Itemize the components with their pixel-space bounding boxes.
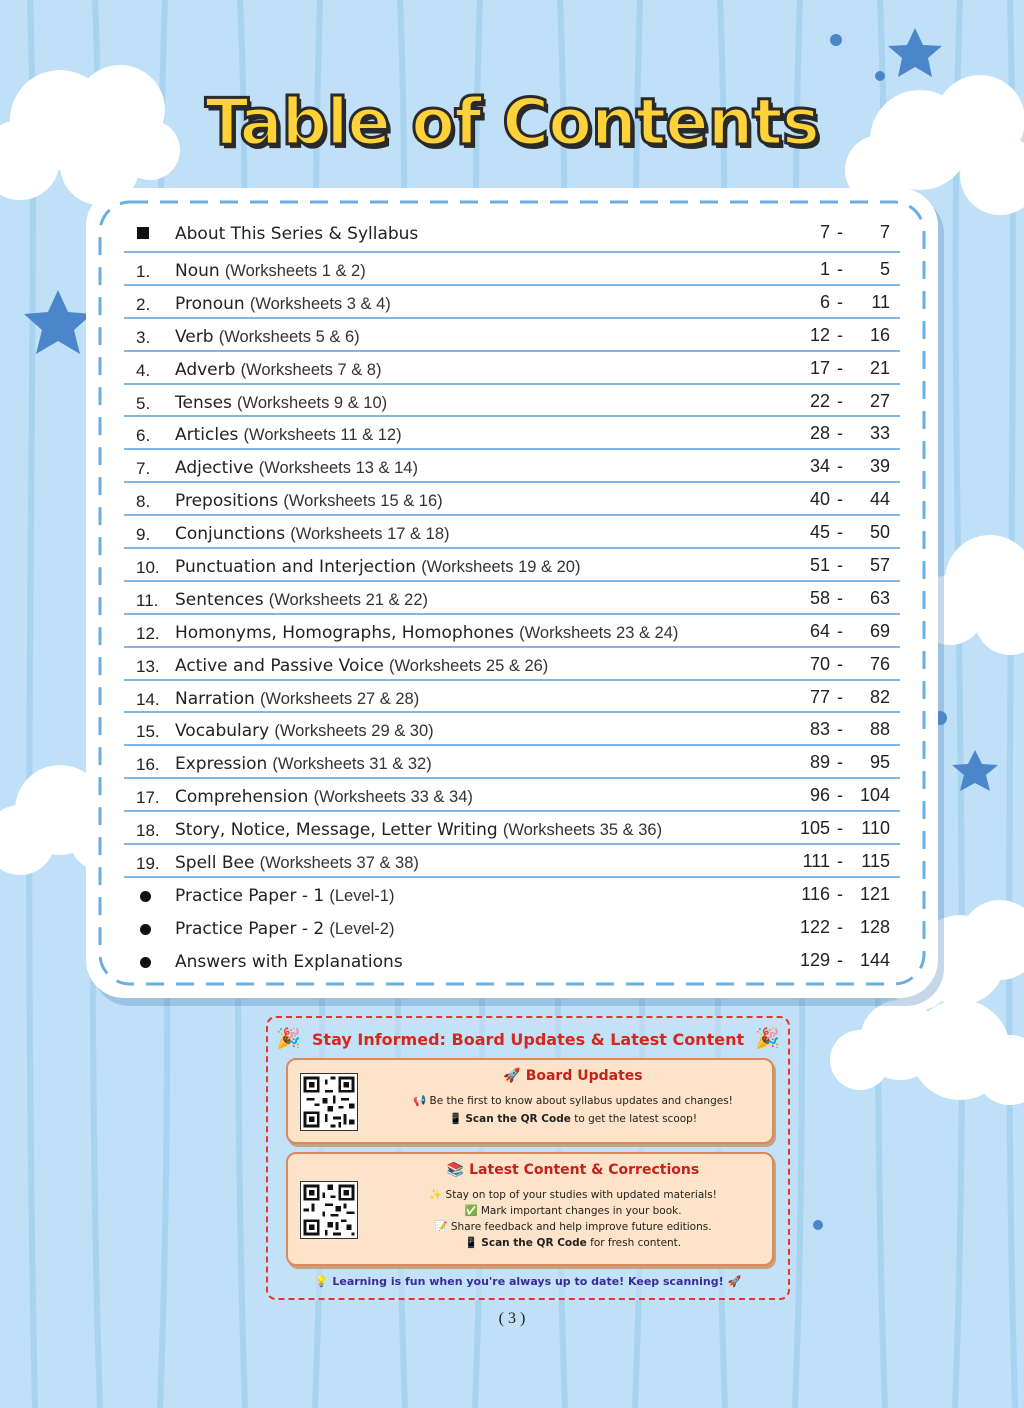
board-updates-line-2: 📱 Scan the QR Code to get the latest scoop! [448,1113,698,1125]
toc-row-number: 14. [136,689,160,709]
toc-row-label [175,818,662,840]
toc-row-pages [790,621,890,642]
toc-row [124,483,900,516]
toc-row-number: 2. [136,294,151,314]
toc-row [124,450,900,483]
toc-row-label [175,950,403,972]
page-start: 89 [809,752,830,773]
board-updates-qr-code[interactable] [300,1073,358,1131]
page-range-dash: - [837,653,843,674]
toc-row-number: 5. [136,393,151,413]
page-range-dash: - [837,785,843,806]
toc-row-number: 19. [136,854,160,874]
toc-row-title: Answers with Explanations [175,951,403,972]
toc-row-label [175,358,381,380]
toc-row-title: Punctuation and Interjection [175,557,417,578]
toc-row-subtitle: (Level-2) [329,919,395,938]
toc-row-title: Adverb [175,359,236,380]
toc-row-pages [790,588,890,609]
page-end: 121 [859,883,890,904]
toc-row-subtitle: (Worksheets 3 & 4) [249,294,391,313]
page-range-dash: - [837,522,843,543]
toc-row-number: 6. [136,426,151,446]
page-start: 122 [799,916,830,937]
toc-row-title: Tenses [175,392,232,413]
megaphone-icon: 📢 [413,1095,427,1107]
page-start: 116 [801,883,830,904]
toc-row [124,944,900,977]
toc-row-label [175,851,419,873]
latest-content-title: 📚 Latest Content & Corrections [446,1162,700,1178]
toc-row-title: Practice Paper - 1 [175,885,325,906]
page-end: 69 [869,620,890,641]
toc-row-title: Articles [175,425,239,446]
toc-row-pages [790,687,890,708]
toc-row-label [175,588,428,610]
toc-row-label [175,785,473,807]
toc-row [124,352,900,385]
round-bullet-icon [140,891,151,902]
toc-row [124,615,900,648]
page-range-dash: - [837,818,843,839]
toc-row-title: Pronoun [175,293,245,314]
toc-row [124,417,900,450]
page-end: 76 [869,653,890,674]
page-end: 21 [869,357,890,378]
toc-row-label [175,752,432,774]
toc-row-title: Conjunctions [175,524,286,545]
page-start: 34 [809,456,830,477]
page-number: ( 3 ) [498,1310,526,1327]
page-range-dash: - [837,916,843,937]
toc-row-subtitle: (Worksheets 15 & 16) [283,492,443,511]
toc-row-pages [790,654,890,675]
page-start: 77 [809,686,830,707]
toc-row-pages [790,917,890,938]
page-range-dash: - [837,259,843,279]
page-start: 105 [799,818,830,839]
page-range-dash: - [837,555,843,576]
toc-row-pages [790,292,890,313]
toc-row-pages [790,719,890,740]
toc-row-number: 10. [136,558,160,578]
page-start: 28 [809,423,830,444]
page-end: 82 [869,686,890,707]
toc-row-subtitle: (Worksheets 13 & 14) [258,459,418,478]
rocket-icon: 🚀 [727,1275,742,1288]
latest-content-qr-code[interactable] [300,1181,358,1239]
toc-row-number: 11. [136,590,159,610]
toc-row-pages [790,752,890,773]
toc-row-subtitle: (Worksheets 5 & 6) [218,327,360,346]
page-end: 5 [879,259,890,279]
toc-row-pages [790,325,890,346]
toc-row-pages [790,423,890,444]
toc-row-pages [790,851,890,872]
page-end: 128 [859,916,890,937]
toc-row-number: 9. [136,525,151,545]
toc-row-label [175,259,366,281]
page-range-dash: - [837,620,843,641]
page-start: 17 [809,357,830,378]
toc-row-label [175,292,391,314]
toc-row [124,911,900,944]
page-title: Table of Contents [205,86,819,160]
toc-row-pages [790,522,890,543]
page-start: 51 [809,555,830,576]
toc-row-pages [790,950,890,971]
toc-row [124,286,900,319]
toc-row-label [175,489,443,511]
toc-row-subtitle: (Worksheets 37 & 38) [259,854,419,873]
toc-row-number: 4. [136,360,151,380]
page-start: 45 [809,522,830,543]
page-end: 110 [861,818,890,839]
toc-row-subtitle: (Worksheets 27 & 28) [259,689,420,708]
toc-row-subtitle: (Worksheets 23 & 24) [519,623,679,642]
page-range-dash: - [837,390,843,411]
page-range-dash: - [837,423,843,444]
toc-row-title: Expression [175,754,268,775]
page-end: 39 [869,456,890,477]
lightbulb-icon: 💡 [314,1275,329,1288]
round-bullet-icon [140,957,151,968]
toc-row-title: Homonyms, Homographs, Homophones [175,622,514,643]
toc-row [124,216,900,253]
toc-row-label [175,719,434,741]
toc-row [124,516,900,549]
toc-row-subtitle: (Worksheets 9 & 10) [237,393,388,412]
page-end: 115 [861,851,890,872]
board-updates-line-1: 📢 Be the first to know about syllabus updates and changes! [413,1095,733,1107]
toc-row-pages [790,391,890,412]
toc-row-title: Adjective [175,458,254,479]
toc-row [124,779,900,812]
page-end: 88 [869,719,890,740]
toc-row-subtitle: (Worksheets 33 & 34) [313,788,473,807]
toc-row-label [175,687,419,709]
toc-row-title: Vocabulary [175,721,270,742]
toc-row-title: About This Series & Syllabus [175,224,419,244]
toc-row-pages [790,818,890,839]
toc-row-pages [790,456,890,477]
toc-row-subtitle: (Worksheets 1 & 2) [224,262,366,280]
page-start: 129 [799,949,830,970]
toc-row-pages [790,259,890,280]
page-range-dash: - [837,851,843,872]
page-end: 144 [859,949,890,970]
toc-row-number: 18. [136,821,160,841]
toc-row-title: Prepositions [175,491,279,512]
stay-informed-title: Stay Informed: Board Updates & Latest Content [311,1030,745,1049]
toc-row-label [175,222,418,244]
latest-content-panel [286,1152,774,1266]
page-start: 40 [809,489,830,510]
toc-row-subtitle: (Worksheets 35 & 36) [502,821,663,840]
page-start: 70 [809,653,830,674]
page-end: 95 [869,752,890,773]
toc-row [124,681,900,714]
toc-row-pages [790,222,890,243]
memo-icon: 📝 [434,1221,448,1233]
toc-row-subtitle: (Worksheets 21 & 22) [268,590,428,609]
toc-row-label [175,884,394,906]
toc-row [124,319,900,352]
page-range-dash: - [837,686,843,707]
toc-row-label [175,917,394,939]
page-range-dash: - [837,456,843,477]
board-updates-panel [286,1058,774,1144]
page-range-dash: - [837,587,843,608]
toc-row-number: 12. [136,623,160,643]
toc-row-label [175,391,387,413]
toc-row-title: Active and Passive Voice [175,655,384,676]
toc-row-pages [790,358,890,379]
page-start: 111 [802,851,830,872]
toc-row-title: Practice Paper - 2 [175,918,325,939]
latest-content-line-4: 📱 Scan the QR Code for fresh content. [464,1237,682,1249]
books-icon: 📚 [446,1162,465,1178]
round-bullet-icon [140,924,151,935]
phone-icon: 📱 [464,1237,478,1249]
page-start: 83 [809,719,830,740]
page-end: 33 [869,423,890,444]
toc-row-label [175,456,418,478]
page-start: 22 [809,390,830,411]
page-end: 44 [869,489,890,510]
page-start: 1 [819,259,830,279]
toc-row [124,746,900,779]
toc-row [124,713,900,746]
toc-row-label [175,522,450,544]
page-end: 27 [869,390,890,411]
page-end: 63 [869,587,890,608]
toc-row-title: Comprehension [175,787,309,808]
page-start: 58 [809,587,830,608]
toc-row-number: 13. [136,656,160,676]
page-end: 11 [871,291,890,312]
toc-row-pages [790,884,890,905]
toc-row-subtitle: (Worksheets 11 & 12) [243,426,402,445]
page-range-dash: - [837,357,843,378]
toc-row [124,582,900,615]
toc-row-label [175,555,580,577]
page-end: 16 [869,324,890,345]
page-start: 96 [809,785,830,806]
toc-row [124,648,900,681]
sparkles-icon: ✨ [429,1189,443,1201]
toc-row-subtitle: (Level-1) [329,886,395,905]
toc-row-number: 7. [136,459,151,479]
page-end: 104 [859,785,890,806]
toc-row-subtitle: (Worksheets 7 & 8) [240,360,382,379]
page-start: 64 [809,620,830,641]
latest-content-line-2: ✅ Mark important changes in your book. [464,1205,682,1217]
toc-row-title: Sentences [175,589,264,610]
toc-row-number: 1. [136,262,151,281]
toc-row-number: 16. [136,755,160,775]
toc-row-label [175,325,360,347]
check-icon: ✅ [464,1205,478,1217]
page-end: 50 [869,522,890,543]
page-end: 7 [879,222,890,242]
board-updates-title: 🚀 Board Updates [503,1068,643,1084]
toc-row-number: 15. [136,722,160,742]
toc-row-subtitle: (Worksheets 25 & 26) [389,656,549,675]
page-end: 57 [869,555,890,576]
toc-row [124,878,900,911]
toc-row-subtitle: (Worksheets 19 & 20) [421,558,581,577]
toc-row [124,845,900,878]
toc-row [124,812,900,845]
toc-list [124,216,900,977]
toc-row-label [175,423,402,445]
toc-row-title: Narration [175,688,255,709]
toc-row-pages [790,785,890,806]
toc-row-number: 3. [136,327,151,347]
toc-row-number: 8. [136,492,151,512]
toc-row-title: Story, Notice, Message, Letter Writing [175,820,498,841]
page-range-dash: - [837,324,843,345]
toc-row-subtitle: (Worksheets 17 & 18) [290,525,450,544]
page-range-dash: - [837,883,843,904]
page-start: 6 [819,291,830,312]
latest-content-line-3: 📝 Share feedback and help improve future editions. [434,1221,712,1233]
toc-row [124,549,900,582]
toc-row-label [175,654,548,676]
toc-row-title: Verb [175,326,214,347]
phone-icon: 📱 [448,1113,463,1125]
page-start: 12 [809,324,830,345]
toc-row-subtitle: (Worksheets 29 & 30) [274,722,434,741]
page-range-dash: - [837,222,843,242]
toc-row-subtitle: (Worksheets 31 & 32) [272,755,432,774]
toc-row-pages [790,489,890,510]
stay-informed-box [266,1016,790,1300]
table-of-contents-card [86,188,938,998]
page-start: 7 [819,222,830,242]
toc-row [124,385,900,418]
toc-row-number: 17. [136,788,160,808]
page-range-dash: - [837,752,843,773]
toc-row-title: Noun [175,261,220,281]
page-range-dash: - [837,949,843,970]
party-popper-icon: 🎉 [276,1028,301,1050]
rocket-icon: 🚀 [503,1068,521,1084]
latest-content-line-1: ✨ Stay on top of your studies with updated materials! [429,1189,717,1201]
page-range-dash: - [837,719,843,740]
tagline: 💡 Learning is fun when you're always up to date! Keep scanning! 🚀 [314,1275,742,1288]
toc-row [124,253,900,286]
toc-row-pages [790,555,890,576]
square-bullet-icon [137,227,149,239]
party-popper-icon: 🎉 [755,1028,780,1050]
page-range-dash: - [837,489,843,510]
page-range-dash: - [837,291,843,312]
toc-row-title: Spell Bee [175,853,255,874]
toc-row-label [175,621,678,643]
